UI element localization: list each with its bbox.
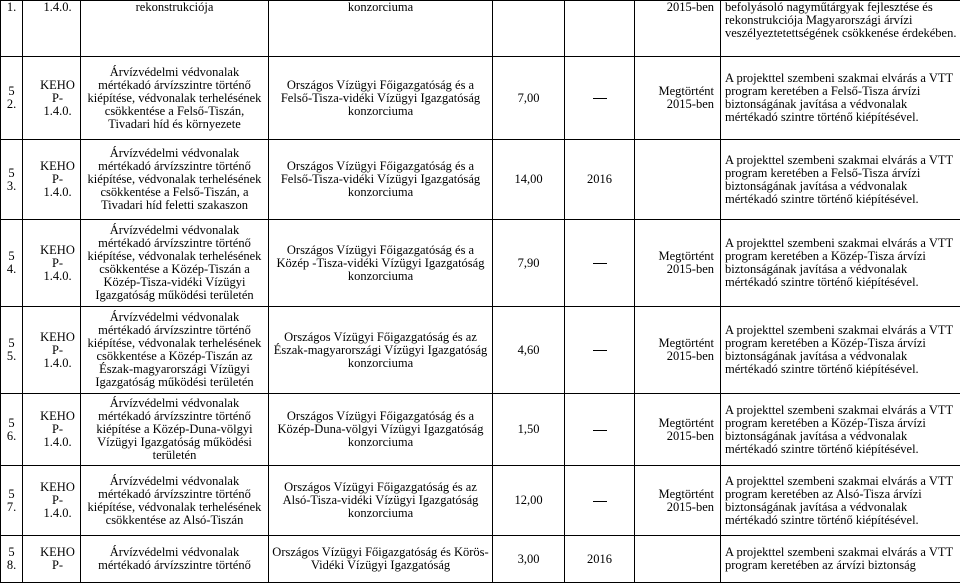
status: Megtörtént 2015-ben [635, 57, 721, 140]
project-description: Árvízvédelmi védvonalak mértékadó árvízszintre történő kiépítése, védvonalak terhelésének csökkentése a Közép-Tiszán az Észak-magyarországi Vízügyi Igazgatóság működési területén [81, 307, 269, 394]
row-number-cell [1, 57, 23, 140]
consortium: Országos Vízügyi Főigazgatóság és a Közép-Duna-völgyi Vízügyi Igazgatóság konzorciuma [269, 394, 493, 466]
row-five: 5 [2, 85, 21, 98]
date-cell [565, 394, 635, 466]
dash-mark [593, 98, 607, 99]
project-description: Árvízvédelmi védvonalak mértékadó árvízszintre történő kiépítése, védvonalak terhelésének csökkentése a Felső-Tiszán, Tivadari híd és környezete [81, 57, 269, 140]
row-number: 8. [2, 559, 21, 572]
amount: 1,50 [493, 394, 565, 466]
consortium: Országos Vízügyi Főigazgatóság és az Észak-magyarországi Vízügyi Igazgatóság konzorciuma [269, 307, 493, 394]
justification: A projekttel szembeni szakmai elvárás a VTT program keretében a Felső-Tisza árvízi biztonságának javítása a védvonalak mértékadó szintre történő kiépítésével. [721, 57, 960, 140]
project-code: KEHO P- 1.4.0. [23, 307, 81, 394]
row-number-cell [1, 466, 23, 536]
row-number-cell [1, 220, 23, 307]
row-five: 5 [2, 250, 21, 263]
date-cell [565, 1, 635, 57]
consortium: Országos Vízügyi Főigazgatóság és a Közép -Tisza-vidéki Vízügyi Igazgatóság konzorciuma [269, 220, 493, 307]
table-row [1, 1, 960, 57]
dash-mark [593, 501, 607, 502]
row-number: 6. [2, 430, 21, 443]
project-description: Árvízvédelmi védvonalak mértékadó árvízszintre történő kiépítése, védvonalak terhelésének csökkentése az Alsó-Tiszán [81, 466, 269, 536]
row-number: 7. [2, 501, 21, 514]
status [635, 536, 721, 583]
consortium: konzorciuma [269, 1, 493, 57]
amount-cell [493, 1, 565, 57]
amount: 14,00 [493, 140, 565, 220]
table-row [1, 57, 960, 140]
date: 2016 [565, 536, 635, 583]
project-code: KEHO P- 1.4.0. [23, 394, 81, 466]
status: Megtörtént 2015-ben [635, 307, 721, 394]
row-number-cell [1, 536, 23, 583]
table-row [1, 220, 960, 307]
amount: 12,00 [493, 466, 565, 536]
status: Megtörtént 2015-ben [635, 394, 721, 466]
project-description: Árvízvédelmi védvonalak mértékadó árvízszintre történő kiépítése, védvonalak terhelésének csökkentése a Felső-Tiszán, a Tivadari híd feletti szakaszon [81, 140, 269, 220]
project-code: KEHO P- 1.4.0. [23, 140, 81, 220]
justification: A projekttel szembeni szakmai elvárás a VTT program keretében az árvízi biztonság [721, 536, 960, 583]
table-row [1, 466, 960, 536]
row-five: 5 [2, 337, 21, 350]
row-number-cell [1, 140, 23, 220]
project-description: rekonstrukciója [81, 1, 269, 57]
project-code: KEHO P- [23, 536, 81, 583]
justification: A projekttel szembeni szakmai elvárás a VTT program keretében a Közép-Tisza árvízi biztonságának javítása a védvonalak mértékadó szintre történő kiépítésével. [721, 394, 960, 466]
row-number: 3. [2, 180, 21, 193]
justification: A projekttel szembeni szakmai elvárás a VTT program keretében a Közép-Tisza árvízi biztonságának javítása a védvonalak mértékadó szintre történő kiépítésével. [721, 220, 960, 307]
consortium: Országos Vízügyi Főigazgatóság és a Felső-Tisza-vidéki Vízügyi Igazgatóság konzorciuma [269, 57, 493, 140]
status: 2015-ben [635, 1, 721, 57]
justification: A projekttel szembeni szakmai elvárás a VTT program keretében a Felső-Tisza árvízi biztonságának javítása a védvonalak mértékadó szintre történő kiépítésével. [721, 140, 960, 220]
date-cell [565, 307, 635, 394]
row-five: 5 [2, 546, 21, 559]
project-description: Árvízvédelmi védvonalak mértékadó árvízszintre történő [81, 536, 269, 583]
row-five: 5 [2, 167, 21, 180]
amount: 3,00 [493, 536, 565, 583]
row-five: 5 [2, 488, 21, 501]
project-code: KEHO P- 1.4.0. [23, 57, 81, 140]
row-number: 4. [2, 263, 21, 276]
row-five: 5 [2, 417, 21, 430]
consortium: Országos Vízügyi Főigazgatóság és az Alsó-Tisza-vidéki Vízügyi Igazgatóság konzorciuma [269, 466, 493, 536]
project-code: KEHO P- 1.4.0. [23, 466, 81, 536]
table-row [1, 394, 960, 466]
date: 2016 [565, 140, 635, 220]
date-cell [565, 466, 635, 536]
table-row [1, 536, 960, 583]
justification: A projekttel szembeni szakmai elvárás a VTT program keretében az Alsó-Tisza árvízi biztonságának javítása a védvonalak mértékadó szintre történő kiépítésével. [721, 466, 960, 536]
row-number-cell [1, 394, 23, 466]
row-number: 5. [2, 350, 21, 363]
dash-mark [593, 263, 607, 264]
row-number: 2. [2, 98, 21, 111]
project-description: Árvízvédelmi védvonalak mértékadó árvízszintre történő kiépítése a Közép-Duna-völgyi Vízügyi Igazgatóság működési területén [81, 394, 269, 466]
justification: befolyásoló nagyműtárgyak fejlesztése és rekonstrukciója Magyarországi árvízi veszélyeztetettségének csökkenése érdekében. [721, 1, 960, 57]
project-code: 1.4.0. [23, 1, 81, 57]
row-number: 1. [1, 1, 23, 57]
date-cell [565, 57, 635, 140]
amount: 7,90 [493, 220, 565, 307]
amount: 4,60 [493, 307, 565, 394]
status [635, 140, 721, 220]
status: Megtörtént 2015-ben [635, 220, 721, 307]
date-cell [565, 220, 635, 307]
dash-mark [593, 430, 607, 431]
project-description: Árvízvédelmi védvonalak mértékadó árvízszintre történő kiépítése, védvonalak terhelésének csökkentése a Közép-Tiszán a Közép-Tisza-vidéki Vízügyi Igazgatóság működési területén [81, 220, 269, 307]
table-row [1, 307, 960, 394]
project-code: KEHO P- 1.4.0. [23, 220, 81, 307]
table-row [1, 140, 960, 220]
row-number-cell [1, 307, 23, 394]
justification: A projekttel szembeni szakmai elvárás a VTT program keretében a Közép-Tisza árvízi biztonságának javítása a védvonalak mértékadó szintre történő kiépítésével. [721, 307, 960, 394]
status: Megtörtént 2015-ben [635, 466, 721, 536]
dash-mark [593, 350, 607, 351]
consortium: Országos Vízügyi Főigazgatóság és Körös-Vidéki Vízügyi Igazgatóság [269, 536, 493, 583]
consortium: Országos Vízügyi Főigazgatóság és a Felső-Tisza-vidéki Vízügyi Igazgatóság konzorciuma [269, 140, 493, 220]
amount: 7,00 [493, 57, 565, 140]
